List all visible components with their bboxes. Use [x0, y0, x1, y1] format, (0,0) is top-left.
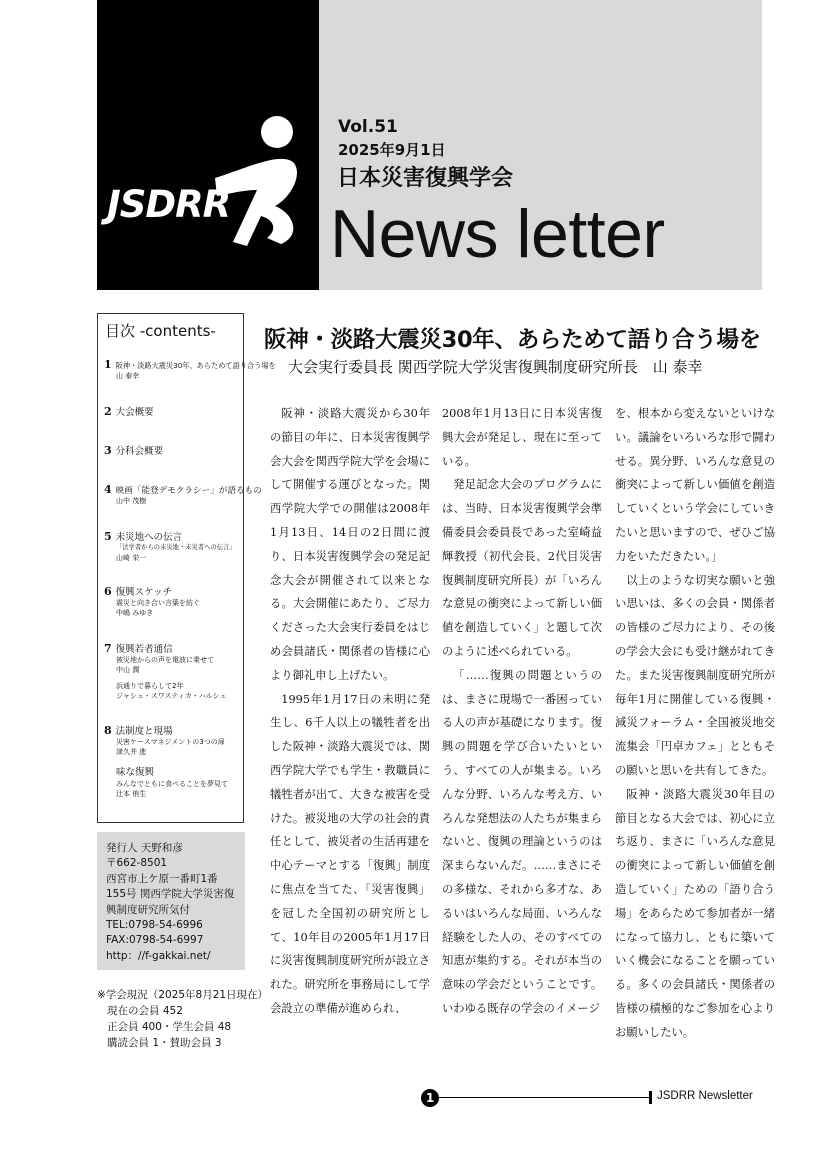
- toc-author: ジャシュ・スワスティカ・ハルシュ: [116, 692, 227, 700]
- publisher-name: 発行人 天野和彦: [106, 842, 183, 854]
- toc-number: 6: [104, 585, 112, 598]
- page-number: 1: [421, 1089, 439, 1107]
- toc-number: 8: [104, 724, 112, 737]
- paragraph: 発足記念大会のプログラムには、当時、日本災害復興学会準備委員会委員長であった室崎益輝教授（初代会長、2代目災害復興制度研究所長）が「いろんな意見の衝突によって新しい価値を創造していく」と題して次のように述べられている。: [442, 478, 602, 658]
- publisher-url[interactable]: http：//f-gakkai.net/: [106, 949, 211, 962]
- toc-number: 3: [104, 444, 112, 457]
- toc-title: 分科会概要: [115, 446, 164, 457]
- toc-subtitle: 災害ケースマネジメントの3つの扉: [116, 738, 225, 746]
- toc-item-4[interactable]: [104, 483, 262, 506]
- toc-author: 中嶋 みゆき: [116, 609, 154, 617]
- logo-block: [97, 0, 319, 290]
- toc-heading: 目次 -contents-: [105, 322, 216, 340]
- issue-date: 2025年9月1日: [338, 141, 446, 159]
- toc-title: 未災地への伝言: [115, 532, 183, 543]
- paragraph: 1995年1月17日の未明に発生し、6千人以上の犠牲者を出した阪神・淡路大震災では、関西学院大学でも学生・教職員に犠牲者が出て、大きな被害を受けた。被災地の大学の社会的責任として、被災者の生活再建を中心テーマとする「復興」制度に焦点を当てた、「災害復興」を冠した全国初の研究所として、10年目の2005年1月17日に災害復興制度研究所が設立された。研究所を事務局にして学会設立の準備が進められ、: [270, 692, 430, 1015]
- membership-status: [97, 987, 268, 1051]
- paragraph: を、根本から変えないといけない。議論をいろいろな形で闘わせる。異分野、いろんな意見の衝突によって新しい価値を創造していくという学会にしていきたいと思いますので、ぜひご協力をいただきたい。」: [615, 407, 775, 563]
- toc-title: 法制度と現場: [115, 726, 173, 737]
- toc-item-6[interactable]: [104, 584, 242, 618]
- society-name: 日本災害復興学会: [337, 166, 514, 191]
- toc-author: 山崎 栄一: [116, 554, 147, 562]
- publisher-tel: TEL:0798-54-6996: [106, 919, 203, 932]
- toc-item-7[interactable]: [104, 641, 242, 701]
- toc-item-5[interactable]: [104, 529, 242, 563]
- paragraph: 以上のような切実な願いと強い思いは、多くの会員・関係者の皆様のご尽力により、その後の学会大会にも受け継がれてきた。また災害復興制度研究所が毎年1月に開催している復興・減災フォーラム・全国被災地交流集会「円卓カフェ」とともその願いと思いを共有してきた。: [615, 573, 775, 777]
- paragraph: 「……復興の問題というのは、まさに現場で一番困っている人の声が基礎になります。復興の問題を学び合いたいという、すべての人が集まる。いろんな分野、いろんな考え方、いろんな発想法の人たちが集まらないと、復興の理論というのは深まらないんだ。……まさにその多様な、それから多才な、あるいはいろんな局面、いろんな経験をした人の、そのすべての知恵が集約する。それが本当の意味の学会だということです。いわゆる既存の学会のイメージ: [442, 668, 602, 1015]
- publisher-info: [97, 832, 245, 970]
- publisher-fax: FAX:0798-54-6997: [106, 934, 204, 947]
- article-column-1: [270, 402, 430, 1021]
- runner-logo-icon: [97, 0, 319, 290]
- toc-author: 中山 潤: [116, 666, 140, 674]
- toc-item-3[interactable]: [104, 443, 242, 457]
- toc-author: 山中 茂樹: [116, 497, 147, 505]
- toc-author: 津久井 進: [116, 748, 147, 756]
- membership-line: 購読会員 1・賛助会員 3: [107, 1037, 222, 1049]
- toc-title: 味な復興: [116, 767, 155, 778]
- toc-title: 阪神・淡路大震災30年、あらためて語り合う場を: [115, 361, 276, 370]
- toc-title: 大会概要: [115, 407, 154, 418]
- paragraph: 阪神・淡路大震災30年目の節目となる大会では、初心に立ち返り、まさに「いろんな意見の衝突によって新しい価値を創造していく」ための「語り合う場」をあらためて参加者が一緒になって協力し、ともに築いていく機会になることを願っている。多くの会員諸氏・関係者の皆様の積極的なご参加を心よりお願いしたい。: [615, 787, 775, 1039]
- toc-subtitle: みんなでともに食べることを夢見て: [116, 780, 228, 788]
- toc-author: 辻本 侑生: [116, 790, 147, 798]
- logo-text: JSDRR: [107, 183, 231, 226]
- paragraph: 2008年1月13日に日本災害復興大会が発足し、現在に至っている。: [442, 407, 602, 468]
- toc-number: 7: [104, 642, 112, 655]
- toc-item-2[interactable]: [104, 404, 242, 418]
- toc-title: 復興スケッチ: [115, 587, 173, 598]
- publisher-address: 155号 関西学院大学災害復: [106, 888, 235, 901]
- membership-line: 現在の会員 452: [107, 1005, 183, 1017]
- toc-author: 山 泰幸: [116, 372, 140, 380]
- publisher-address: 西宮市上ケ原一番町1番: [106, 872, 218, 885]
- publisher-address: 興制度研究所気付: [106, 903, 190, 916]
- footer-rule: [439, 1097, 649, 1098]
- toc-subtitle: 震災と向き合い言葉を紡ぐ: [116, 599, 200, 607]
- toc-number: 1: [104, 358, 112, 371]
- toc-title: 映画「能登デモクラシー」が語るもの: [115, 486, 262, 496]
- article-author: 大会実行委員長 関西学院大学災害復興制度研究所長 山 泰幸: [288, 358, 703, 376]
- toc-subtitle: 被災地からの声を電波に乗せて: [116, 656, 214, 664]
- toc-number: 4: [104, 483, 112, 496]
- membership-line: 正会員 400・学生会員 48: [107, 1021, 232, 1033]
- toc-subtitle: 「法学者からの未災地・未災者への伝言」: [116, 544, 236, 551]
- newsletter-title: News letter: [330, 196, 665, 272]
- article-title: 阪神・淡路大震災30年、あらためて語り合う場を: [264, 327, 761, 353]
- toc-subtitle: 浜通りで暮らして2年: [116, 682, 184, 690]
- volume-number: Vol.51: [338, 117, 398, 137]
- footer-label: JSDRR Newsletter: [657, 1090, 753, 1102]
- toc-number: 5: [104, 530, 112, 543]
- paragraph: 阪神・淡路大震災から30年の節目の年に、日本災害復興学会大会を関西学院大学を会場にして開催する運びとなった。関西学院大学での開催は2008年1月13日、14日の2日間に渡り、日本災害復興学会の発足記念大会が開催されて以来となる。大会開催にあたり、ご尽力くださった大会実行委員をはじめ会員諸氏・関係者の皆様に心より御礼申し上げたい。: [270, 407, 430, 682]
- article-column-3: [615, 402, 775, 1045]
- article-column-2: [442, 402, 602, 1021]
- footer-bar: [649, 1091, 652, 1104]
- membership-heading: ※学会現況（2025年8月21日現在）: [97, 989, 269, 1001]
- toc-number: 2: [104, 405, 112, 418]
- toc-item-extra[interactable]: [104, 766, 242, 799]
- publisher-postcode: 〒662-8501: [106, 857, 168, 870]
- table-of-contents: [97, 313, 276, 823]
- toc-item-1[interactable]: [104, 358, 276, 381]
- toc-item-8[interactable]: [104, 723, 242, 757]
- toc-title: 復興若者通信: [115, 644, 173, 655]
